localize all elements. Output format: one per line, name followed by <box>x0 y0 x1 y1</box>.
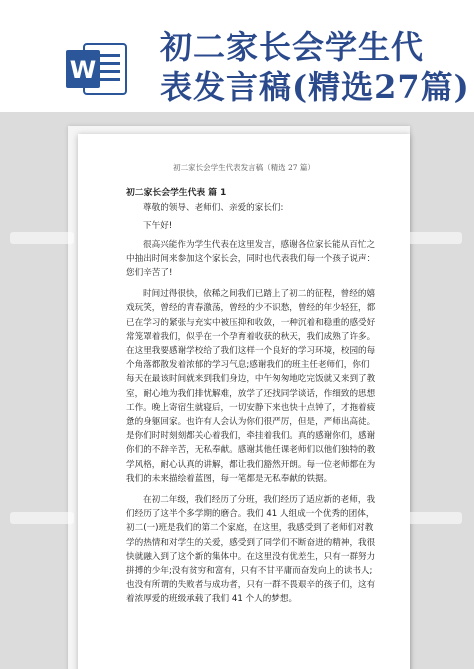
header-banner <box>0 0 474 112</box>
document-page <box>78 134 410 669</box>
paragraph: 很高兴能作为学生代表在这里发言，感谢各位家长能从百忙之中抽出时间来参加这个家长会，同时也代表我们每一个孩子说声：您们辛苦了! <box>126 239 376 279</box>
salutation: 尊敬的领导、老师们、亲爱的家长们: <box>143 203 284 214</box>
document-preview-backdrop <box>0 112 474 669</box>
page-title-line-1: 初二家长会学生代 <box>160 28 425 66</box>
word-document-icon <box>66 40 128 98</box>
watermark-mark <box>398 512 462 524</box>
watermark-mark <box>10 512 74 524</box>
word-logo-letter: W <box>69 56 97 84</box>
watermark-mark <box>10 232 74 244</box>
document-body <box>126 186 378 614</box>
paragraph: 时间过得很快，依稀之间我们已踏上了初二的征程，曾经的嬉戏玩笑，曾经的青春激荡，曾经的少不识愁，曾经的年少轻狂，都已在学习的紧张与充实中被压抑和收敛，一种沉着和稳重的感受好常笼罩着我们，似乎在一个孕育着收获的秋天，我们成熟了许多。在这里我要感谢学校给了我们这样一个良好的学习环境，校园的每个角落都散发着浓郁的学习气息;感谢我们的班主任老师们，你们每天在最该时间就来到我们身边，中午匆匆地吃完饭就又来到了教室，耐心地为我们排忧解难，放学了还找同学谈话，作细致的思想工作。晚上寄宿生就寝后，一切安静下来也快十点钟了，才拖着疲惫的身躯回家。也许有人会认为你们很严厉，但是，严师出高徒。是你们时时刻刻都关心着我们，牵挂着我们。真的感谢你们，感谢你们的不辞辛苦，无私奉献。感谢其他任课老师们以他们独特的教学风格，耐心认真的讲解，都让我们豁然开朗。每一位老师都在为我们的未来描绘着蓝图，每一笔都是无私奉献的铁据。 <box>126 289 376 484</box>
document-heading: 初二家长会学生代表 篇 1 <box>126 188 227 198</box>
greeting: 下午好! <box>143 221 173 232</box>
page-title-line-2: 表发言稿(精选27篇) <box>160 68 470 106</box>
watermark-mark <box>398 232 462 244</box>
paragraph: 在初二年级，我们经历了分班，我们经历了适应新的老师，我们经历了这半个多学期的磨合。我们 41 人组成一个优秀的团体，初二(一)班是我们的第二个家庭，在这里，我感受到了老师们对教学的热情和对学生的关爱，感受到了同学们不断奋进的精神，我很快就融入到了这个新的集体中。在这里没有优差生，只有一群努力拼搏的少年;没有贫穷和富有，只有不甘平庸而奋发向上的读书人;也没有所谓的失败者与成功者，只有一群不畏艰辛的孩子们，这有着浓厚爱的班级承载了我们 41 个人的梦想。 <box>126 495 376 605</box>
running-header: 初二家长会学生代表发言稿（精选 27 篇） <box>173 163 315 172</box>
